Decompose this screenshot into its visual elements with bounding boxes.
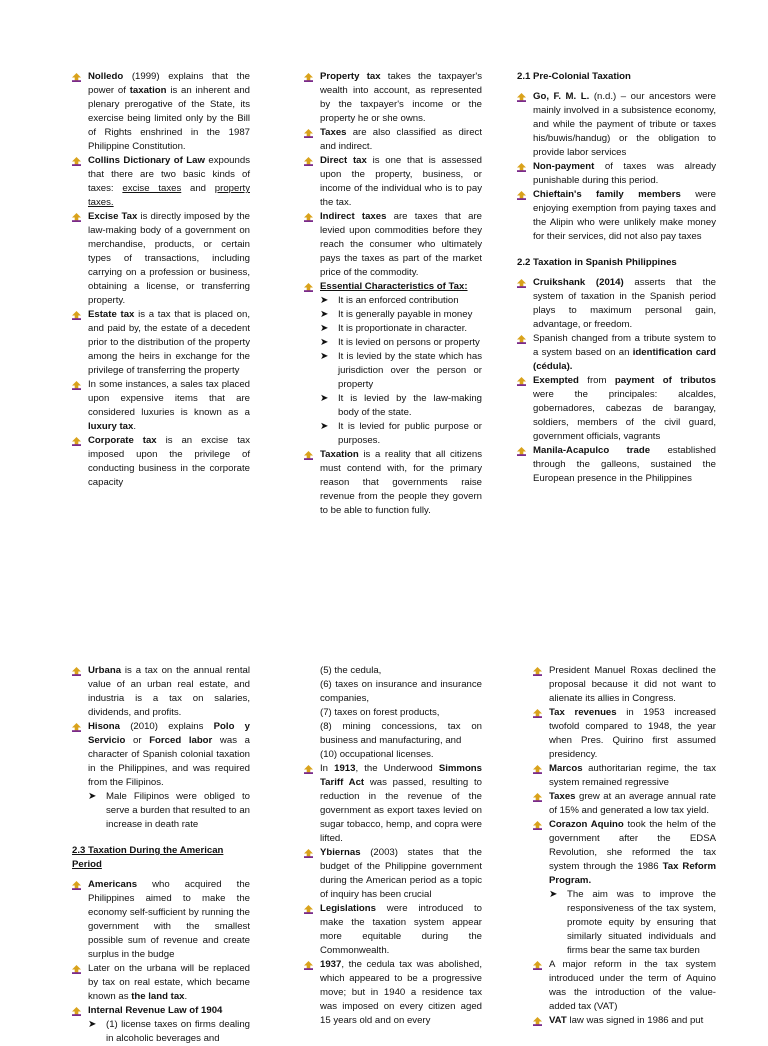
bullet-icon bbox=[304, 905, 313, 914]
bullet-icon bbox=[72, 381, 81, 390]
text-run: in 1953 increased twofold compared to 1948, the year when Pres. Quirino first assumed presidency. bbox=[549, 707, 716, 760]
bullet-icon bbox=[517, 93, 526, 102]
text-run: Internal Revenue Law of 1904 bbox=[88, 1005, 223, 1016]
text-run: who acquired the Philippines aimed to make the economy self-sufficient by running the government with the smallest possible sum of revenue and create surplus in the budge bbox=[88, 879, 250, 960]
text-run: payment of tributos bbox=[614, 375, 716, 386]
column-1-top bbox=[72, 70, 250, 490]
section-heading bbox=[72, 844, 250, 872]
bullet-item bbox=[533, 762, 716, 790]
text-run: Male Filipinos were obliged to serve a burden that resulted to an increase in death rate bbox=[106, 791, 250, 830]
text-run: . bbox=[184, 991, 188, 1002]
text-run: were introduced to make the taxation system appear more equitable during the Commonwealth. bbox=[320, 903, 482, 956]
text-run: Corazon Aquino bbox=[549, 819, 624, 830]
bullet-item bbox=[72, 962, 250, 1004]
bullet-icon bbox=[72, 157, 81, 166]
text-run: It is levied by the law-making body of the state. bbox=[338, 393, 482, 418]
text-run: Go, F. M. L. bbox=[533, 91, 590, 102]
text-run: are taxes that are levied upon commodities before they reach the consumer who ultimately pays the taxes as part of the market price of the commodity. bbox=[320, 211, 482, 278]
text-run: property taxes. bbox=[88, 183, 250, 208]
text-run: Taxes bbox=[549, 791, 576, 802]
text-run: from bbox=[578, 375, 615, 386]
bullet-item bbox=[72, 1004, 250, 1018]
text-run: Urbana bbox=[88, 665, 122, 676]
text-run: excise taxes bbox=[122, 183, 182, 194]
bullet-icon bbox=[304, 129, 313, 138]
bullet-icon bbox=[533, 1017, 542, 1026]
bullet-item bbox=[533, 706, 716, 762]
text-run: the land tax bbox=[131, 991, 185, 1002]
text-run: Collins Dictionary of Law bbox=[88, 155, 205, 166]
section-heading bbox=[517, 70, 716, 84]
sub-bullet-item bbox=[304, 308, 482, 322]
text-run: are also classified as direct and indirect. bbox=[320, 127, 482, 152]
text-run: Indirect taxes bbox=[320, 211, 387, 222]
text-run: Nolledo bbox=[88, 71, 124, 82]
text-line bbox=[304, 748, 482, 762]
bullet-item bbox=[517, 444, 716, 486]
text-run: (5) the cedula, bbox=[320, 665, 382, 676]
text-run: A major reform in the tax system introduced under the term of Aquino was the introduction of the value-added tax (VAT) bbox=[549, 959, 716, 1012]
text-run: is a reality that all citizens must contend with, for the primary reason that governments raise revenue from the people they govern to be able to function fully. bbox=[320, 449, 482, 516]
bullet-item bbox=[304, 448, 482, 518]
text-line bbox=[304, 706, 482, 720]
text-run: . bbox=[133, 421, 136, 432]
text-run: 2.1 Pre-Colonial Taxation bbox=[517, 71, 631, 82]
text-run: Excise Tax bbox=[88, 211, 138, 222]
bullet-item bbox=[72, 720, 250, 790]
arrow-icon: ➤ bbox=[88, 1019, 97, 1030]
arrow-icon: ➤ bbox=[320, 351, 329, 362]
text-run: authoritarian regime, the tax system remained regressive bbox=[549, 763, 716, 788]
bullet-item bbox=[517, 374, 716, 444]
text-run: taxation bbox=[129, 85, 167, 96]
text-run: The aim was to improve the responsiveness of the tax system, promote equity by ensuring that similarly situated individuals and firms bear the same tax burden bbox=[567, 889, 716, 956]
text-run: takes the taxpayer's wealth into account, as represented by the taxpayer's income or the property he or she owns. bbox=[320, 71, 482, 124]
bullet-icon bbox=[304, 283, 313, 292]
text-run: 2.3 Taxation During the American Period bbox=[72, 845, 224, 870]
text-run: identification card (cédula). bbox=[533, 347, 716, 372]
text-run: Exempted bbox=[533, 375, 579, 386]
text-run: Taxes bbox=[320, 127, 347, 138]
bullet-icon bbox=[304, 213, 313, 222]
text-run: It is levied by the state which has jurisdiction over the person or property bbox=[338, 351, 482, 390]
sub-bullet-item bbox=[304, 350, 482, 392]
text-run: luxury tax bbox=[88, 421, 134, 432]
text-run: Manila-Acapulco trade bbox=[533, 445, 651, 456]
sub-bullet-item bbox=[304, 392, 482, 420]
arrow-icon: ➤ bbox=[88, 791, 97, 802]
arrow-icon: ➤ bbox=[320, 393, 329, 404]
bullet-item bbox=[72, 434, 250, 490]
bullet-icon bbox=[304, 961, 313, 970]
bullet-icon bbox=[517, 279, 526, 288]
bullet-icon bbox=[517, 191, 526, 200]
text-run: In bbox=[320, 763, 335, 774]
bullet-icon bbox=[533, 793, 542, 802]
bullet-icon bbox=[72, 437, 81, 446]
bullet-item bbox=[304, 280, 482, 294]
text-run: Essential Characteristics of Tax: bbox=[320, 281, 468, 292]
bullet-item bbox=[517, 188, 716, 244]
sub-bullet-item bbox=[304, 336, 482, 350]
arrow-icon: ➤ bbox=[320, 309, 329, 320]
text-run: Corporate tax bbox=[88, 435, 157, 446]
bullet-item bbox=[533, 958, 716, 1014]
bullet-icon bbox=[72, 73, 81, 82]
text-run: Estate tax bbox=[88, 309, 135, 320]
bullet-icon bbox=[72, 881, 81, 890]
bullet-item bbox=[304, 210, 482, 280]
bullet-item bbox=[304, 70, 482, 126]
text-run: Ybiernas bbox=[320, 847, 361, 858]
bullet-icon bbox=[72, 667, 81, 676]
column-2-bottom bbox=[304, 664, 482, 1028]
text-run: grew at an average annual rate of 15% and generated a low tax yield. bbox=[549, 791, 716, 816]
column-1-bottom bbox=[72, 664, 250, 1046]
text-run: was passed, resulting to reduction in the revenue of the government as export taxes levied on sugar tobacco, hemp, and copra were lifted. bbox=[320, 777, 482, 844]
bullet-item bbox=[72, 308, 250, 378]
text-run: 2.2 Taxation in Spanish Philippines bbox=[517, 257, 677, 268]
bullet-item bbox=[533, 790, 716, 818]
bullet-icon bbox=[72, 965, 81, 974]
text-run: was a character of Spanish colonial taxation in the Philippines, and was required from the Filipinos. bbox=[88, 735, 250, 788]
arrow-icon: ➤ bbox=[320, 337, 329, 348]
text-run: established through the galleons, sustained the European presence in the Philippines bbox=[533, 445, 716, 484]
text-run: Polo y Servicio bbox=[88, 721, 250, 746]
text-run: were enjoying exemption from paying taxes and the Alipin who were unlikely make money for their services, did not also pay taxes bbox=[533, 189, 716, 242]
bullet-icon bbox=[517, 163, 526, 172]
bullet-icon bbox=[72, 1007, 81, 1016]
text-run: It is levied on persons or property bbox=[338, 337, 480, 348]
text-run: (2003) states that the budget of the Philippine government during the American period as a topic of inquiry has been crucial bbox=[320, 847, 482, 900]
bullet-item bbox=[517, 160, 716, 188]
arrow-icon: ➤ bbox=[320, 295, 329, 306]
text-run: Later on the urbana will be replaced by tax on real estate, which became known as bbox=[88, 963, 250, 1002]
bullet-icon bbox=[533, 961, 542, 970]
text-run: Hisona bbox=[88, 721, 120, 732]
bullet-icon bbox=[533, 667, 542, 676]
text-run: is directly imposed by the law-making body of a government on merchandise, products, or certain types of transactions, including carrying on a profession or business, obtaining a license, or transferring property. bbox=[88, 211, 250, 306]
text-line bbox=[304, 678, 482, 706]
sub-bullet-item bbox=[72, 1018, 250, 1046]
text-run: , the cedula tax was abolished, which appeared to be a progressive move; but in 1940 a residence tax was imposed on every citizen aged 15 years old and on every bbox=[320, 959, 482, 1026]
text-run: President Manuel Roxas declined the proposal because it did not want to alienate its allies in Congress. bbox=[549, 665, 716, 704]
text-run: of taxes was already punishable during this period. bbox=[533, 161, 716, 186]
text-run: Simmons Tariff Act bbox=[320, 763, 482, 788]
text-run: (8) mining concessions, tax on business and manufacturing, and bbox=[320, 721, 482, 746]
text-run: and bbox=[181, 183, 215, 194]
text-run: were the principales: alcaldes, gobernadores, cabezas de barangay, soldiers, members of the civil guard, government officials, vagrants bbox=[533, 389, 716, 442]
bullet-icon bbox=[533, 709, 542, 718]
bullet-icon bbox=[304, 73, 313, 82]
text-run: It is an enforced contribution bbox=[338, 295, 459, 306]
bullet-icon bbox=[304, 451, 313, 460]
text-run: Spanish changed from a tribute system to a system based on an bbox=[533, 333, 716, 358]
bullet-item bbox=[533, 1014, 716, 1028]
bullet-icon bbox=[517, 377, 526, 386]
text-run: 1913 bbox=[334, 763, 356, 774]
arrow-icon: ➤ bbox=[320, 421, 329, 432]
text-run: (10) occupational licenses. bbox=[320, 749, 434, 760]
bullet-item bbox=[533, 664, 716, 706]
text-run: law was signed in 1986 and put bbox=[566, 1015, 704, 1026]
text-run: Direct tax bbox=[320, 155, 367, 166]
text-run: Cruikshank (2014) bbox=[533, 277, 624, 288]
text-run: is an inherent and plenary prerogative of the State, its exercise being limited only by the Bill of Rights enshrined in the 1987 Philippine Constitution. bbox=[88, 85, 250, 152]
text-run: Forced labor bbox=[149, 735, 213, 746]
column-2-top bbox=[304, 70, 482, 518]
bullet-item bbox=[517, 90, 716, 160]
text-run: VAT bbox=[549, 1015, 567, 1026]
text-run: Property tax bbox=[320, 71, 381, 82]
bullet-item bbox=[72, 664, 250, 720]
text-run: is a tax that is placed on, and paid by, the estate of a decedent prior to the distribution of the property among the heirs in exchange for the privilege of transferring the property bbox=[88, 309, 251, 376]
bullet-icon bbox=[533, 765, 542, 774]
sub-bullet-item bbox=[304, 322, 482, 336]
text-run: (6) taxes on insurance and insurance companies, bbox=[320, 679, 482, 704]
text-run: (7) taxes on forest products, bbox=[320, 707, 440, 718]
bullet-item bbox=[72, 154, 250, 210]
text-run: 1937 bbox=[320, 959, 342, 970]
text-run: It is proportionate in character. bbox=[338, 323, 468, 334]
text-run: Non-payment bbox=[533, 161, 595, 172]
bullet-icon bbox=[517, 335, 526, 344]
bullet-icon bbox=[72, 723, 81, 732]
bullet-item bbox=[304, 902, 482, 958]
bullet-item bbox=[517, 276, 716, 332]
bullet-item bbox=[72, 378, 250, 434]
bullet-icon bbox=[304, 765, 313, 774]
sub-bullet-item bbox=[72, 790, 250, 832]
text-run: (2010) explains bbox=[120, 721, 214, 732]
column-3-bottom bbox=[533, 664, 716, 1028]
sub-bullet-item bbox=[304, 420, 482, 448]
bullet-item bbox=[72, 70, 250, 154]
text-run: Americans bbox=[88, 879, 138, 890]
bullet-item bbox=[72, 210, 250, 308]
sub-bullet-item bbox=[304, 294, 482, 308]
bullet-item bbox=[304, 958, 482, 1028]
arrow-icon: ➤ bbox=[320, 323, 329, 334]
text-line bbox=[304, 720, 482, 748]
text-run: is a tax on the annual rental value of an urban real estate, and industria is a tax on salaries, dividends, and profits. bbox=[88, 665, 250, 718]
text-run: Tax Reform Program. bbox=[549, 861, 716, 886]
bullet-item bbox=[304, 126, 482, 154]
text-run: It is levied for public purpose or purposes. bbox=[338, 421, 482, 446]
text-run: , the Underwood bbox=[355, 763, 439, 774]
bullet-icon bbox=[72, 213, 81, 222]
bullet-item bbox=[72, 878, 250, 962]
text-run: It is generally payable in money bbox=[338, 309, 473, 320]
text-run: (1999) explains that the power of bbox=[88, 71, 250, 96]
sub-bullet-item bbox=[533, 888, 716, 958]
text-run: expounds that there are two basic kinds of taxes: bbox=[88, 155, 250, 194]
text-run: Marcos bbox=[549, 763, 583, 774]
bullet-item bbox=[533, 818, 716, 888]
column-3-top bbox=[517, 70, 716, 486]
text-run: asserts that the system of taxation in the Spanish period plays to maximum personal gain, advantage, or freedom. bbox=[533, 277, 716, 330]
text-run: Chieftain's family members bbox=[533, 189, 681, 200]
text-run: or bbox=[125, 735, 150, 746]
text-run: is an excise tax imposed upon the privilege of conducting business in the corporate capacity bbox=[88, 435, 250, 488]
bullet-icon bbox=[533, 821, 542, 830]
text-run: Legislations bbox=[320, 903, 376, 914]
text-run: took the helm of the government after the EDSA Revolution, she reformed the tax system through the 1986 bbox=[549, 819, 716, 872]
bullet-item bbox=[517, 332, 716, 374]
bullet-icon bbox=[517, 447, 526, 456]
text-run: is one that is assessed upon the property, business, or income of the individual who is to pay the tax. bbox=[320, 155, 482, 208]
bullet-icon bbox=[304, 157, 313, 166]
text-run: (n.d.) – our ancestors were mainly involved in a subsistence economy, and while the payment of tribute or taxes his/buwis/handug) or the obligation to provide labor services bbox=[533, 91, 716, 158]
arrow-icon: ➤ bbox=[549, 889, 558, 900]
text-run: (1) license taxes on firms dealing in alcoholic beverages and bbox=[106, 1019, 250, 1044]
section-heading bbox=[517, 256, 716, 270]
bullet-item bbox=[304, 154, 482, 210]
bullet-icon bbox=[304, 849, 313, 858]
bullet-item bbox=[304, 846, 482, 902]
text-run: Taxation bbox=[320, 449, 359, 460]
text-run: Tax revenues bbox=[549, 707, 617, 718]
bullet-icon bbox=[72, 311, 81, 320]
bullet-item bbox=[304, 762, 482, 846]
text-line bbox=[304, 664, 482, 678]
text-run: In some instances, a sales tax placed upon expensive items that are considered luxuries is known as a bbox=[88, 379, 250, 418]
